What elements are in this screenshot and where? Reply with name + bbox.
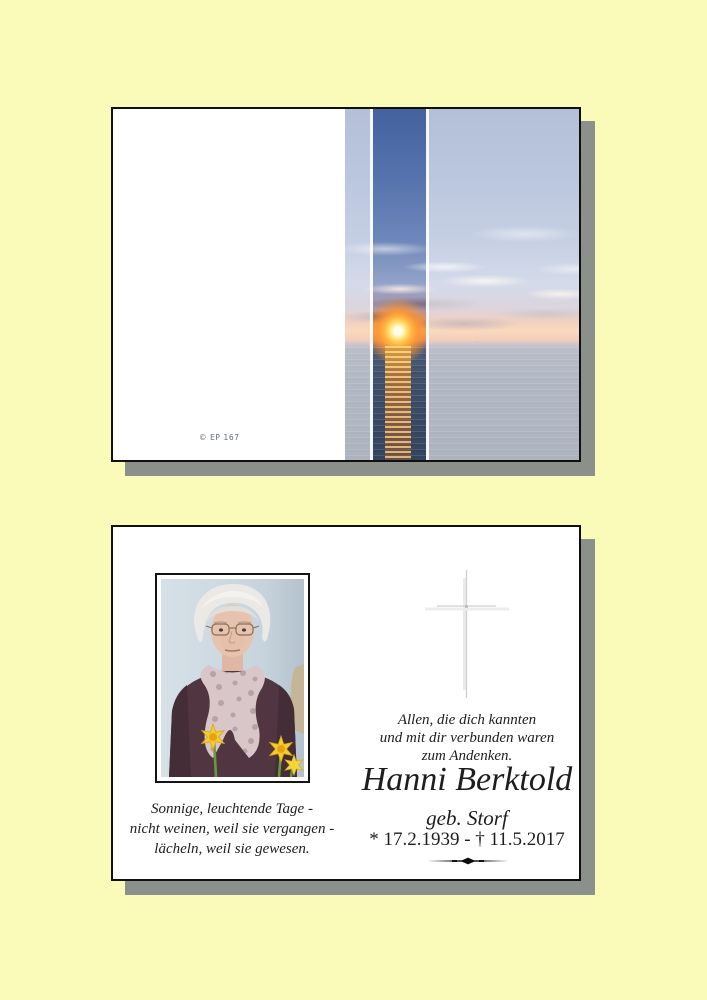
white-separator-line bbox=[370, 109, 373, 460]
deceased-name: Hanni Berktold bbox=[361, 761, 573, 798]
elderly-woman-portrait bbox=[161, 579, 304, 777]
copyright-text: © EP 167 bbox=[199, 433, 240, 442]
memorial-verse bbox=[113, 799, 351, 859]
life-dates: * 17.2.1939 - † 11.5.2017 bbox=[369, 829, 565, 850]
faded-image-panel-left bbox=[345, 109, 370, 460]
condolence-text bbox=[353, 711, 581, 765]
condolence-line: und mit dir verbunden waren bbox=[379, 730, 555, 746]
verse-line: Sonnige, leuchtende Tage - bbox=[151, 801, 313, 817]
condolence-line: zum Andenken. bbox=[421, 748, 513, 764]
faded-image-panel-right bbox=[429, 109, 579, 460]
sunset-sea-image bbox=[345, 109, 579, 460]
bottom-memorial-card bbox=[111, 525, 581, 881]
verse-line: lächeln, weil sie gewesen. bbox=[154, 841, 310, 857]
portrait-photo bbox=[155, 573, 310, 783]
condolence-line: Allen, die dich kannten bbox=[397, 712, 537, 728]
sun-reflection bbox=[385, 346, 411, 460]
verse-line: nicht weinen, weil sie vergangen - bbox=[129, 821, 335, 837]
memorial-cross-icon bbox=[423, 568, 513, 710]
flourish-divider-icon bbox=[425, 852, 511, 860]
top-memorial-card bbox=[111, 107, 581, 462]
birth-name: geb. Storf bbox=[426, 806, 508, 830]
